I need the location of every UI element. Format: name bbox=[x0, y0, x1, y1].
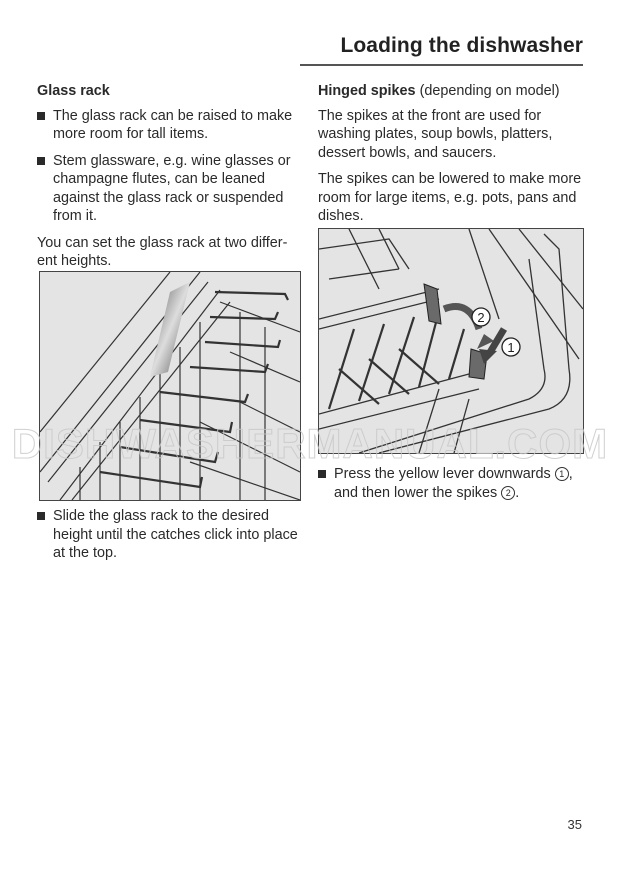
bullet-item bbox=[37, 107, 309, 144]
paragraph: You can set the glass rack at two differ- ent heights. bbox=[37, 234, 288, 269]
bullet-text: The glass rack can be raised to make more room for tall items. bbox=[53, 107, 293, 142]
bullet-item bbox=[37, 152, 309, 226]
bullet-text: Slide the glass rack to the desired height until the catches click into place at the top. bbox=[53, 508, 298, 561]
glass-rack-illustration bbox=[39, 271, 301, 501]
bullet-square-icon bbox=[37, 157, 45, 165]
glass-rack-drawing bbox=[40, 272, 300, 500]
watermark: DISHWASHERMANUAL.COM bbox=[11, 420, 609, 467]
step-1-label: 1 bbox=[507, 340, 515, 355]
instruction-bullet bbox=[37, 507, 309, 563]
bullet-text: Stem glassware, e.g. wine glasses or champagne flutes, can be leaned against the glass rack or suspended from it. bbox=[53, 152, 291, 224]
bullet-square-icon bbox=[37, 512, 45, 520]
bullet-square-icon bbox=[37, 112, 45, 120]
step-2-circle-icon: 2 bbox=[501, 486, 515, 500]
heading-qualifier: (depending on model) bbox=[419, 83, 560, 99]
section-heading-glass-rack: Glass rack bbox=[37, 83, 110, 99]
heading-bold: Hinged spikes bbox=[318, 83, 416, 99]
bullet-text-part1: Press the yellow lever downwards bbox=[334, 466, 551, 482]
hinged-spikes-section bbox=[318, 82, 590, 234]
paragraph: The spikes can be lowered to make more room for large items, e.g. pots, pans and dishes. bbox=[318, 171, 582, 224]
hinged-spikes-illustration bbox=[318, 228, 584, 454]
page-number: 35 bbox=[567, 817, 582, 832]
bullet-text-part2: , and then lower the spikes bbox=[334, 466, 573, 501]
step-1-circle-icon: 1 bbox=[555, 467, 569, 481]
glass-rack-section bbox=[37, 82, 309, 279]
section-heading-hinged-spikes bbox=[318, 82, 590, 101]
bullet-text-end: . bbox=[515, 484, 520, 501]
paragraph: The spikes at the front are used for washing plates, soup bowls, platters, dessert bowls, and saucers. bbox=[318, 107, 553, 161]
hinged-spikes-drawing bbox=[319, 229, 583, 453]
bullet-item bbox=[37, 507, 309, 571]
bullet-square-icon bbox=[318, 470, 326, 478]
header-divider bbox=[300, 64, 583, 66]
instruction-bullet bbox=[318, 465, 590, 502]
page-title: Loading the dishwasher bbox=[340, 34, 583, 57]
step-2-label: 2 bbox=[477, 310, 485, 325]
bullet-item bbox=[318, 465, 590, 510]
